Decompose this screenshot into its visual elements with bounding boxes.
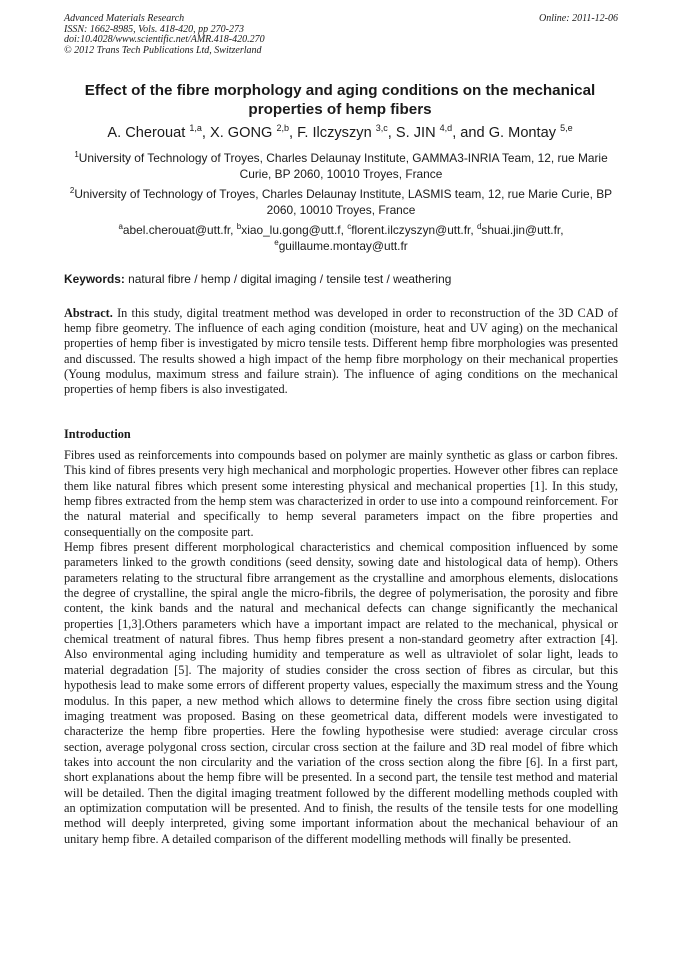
author: A. Cherouat $^{1,a}$, [107,123,210,141]
email[interactable]: $^a$abel.cherouat@utt.fr, [118,222,237,237]
issn-line: ISSN: 1662-8985, Vols. 418-420, pp 270-273 [64,23,244,35]
abstract-label: Abstract. [64,306,113,320]
body-paragraph: Fibres used as reinforcements into compounds based on polymer are mainly synthetic as glass or carbon fibres. This kind of fibres presents very high mechanical and morphologic properties. However other fibres can replace them like natural fibres which present some interesting physical and mechanical properties [1]. In this study, hemp fibres extracted from the hemp stem was characterized in order to use into a compound reinforcement. For the natural material and specifically to hemp several parameters impact on the fibre properties and consequentially on the composite part. [64,448,618,539]
keywords-label: Keywords: [64,272,125,286]
section-heading-introduction: Introduction [64,427,131,441]
author: G. Montay $^{5,e}$ [488,123,573,141]
author-list [60,124,620,142]
author-emails [64,222,618,254]
author: X. GONG $^{2,b}$, [209,123,298,141]
online-date: Online: 2011-12-06 [539,13,618,24]
doi-line: doi:10.4028/www.scientific.net/AMR.418-420.270 [64,34,265,45]
journal-header [64,14,618,56]
body-paragraph: Hemp fibres present different morphological characteristics and chemical composition influenced by some parameters linked to the growth conditions (seed density, sowing date and histological data of hemp). Others parameters relating to the structural fibre arrangement as the crystalline and amorphous elements, dislocations the degree of crystalline, the spiral angle the micro-fibrils, the degree of polymerisation, the porosity and fibre content, the kink bands and the natural and mechanical defects can change significantly the mechanical properties [1,3].Others parameters which have a important impact are related to the mechanical, physical or chemical treatment of natural fibres. Thus hemp fibres present a non-standard geometry after extraction [4]. Also environmental aging including humidity and temperature as well as ultraviolet of solar light, leads to material degradation [5]. The majority of studies consider the cross section of fibres as circular, but this hypothesis lead to make some errors of different property values, especially the maximum stress and the Young modulus. In this paper, a new method which allows to determine finely the cross fibre section using digital imaging treatment was proposed. Basing on these geometrical data, different models were investigated to characterize the hemp fibre properties. Here the fowling hypothesise were studied: average circular cross section, average polygonal cross section, circular cross section at the failure and 3D real model of fibre which takes into account the non circularity and the variation of the cross section along the fibre [6]. In a first part, short explanations about the hemp fibre will be presented. In a second part, the tensile test method and material will be detailed. Then the digital imaging treatment followed by the different modelling methods coupled with an optimization computation will be presented. And to finish, the results of the tensile tests for one modelling method will deeply interpreted, giving some important information about the mechanical behaviour of an unitary hemp fibre. A detailed comparison of the different modelling methods will finally be presented. [64,540,618,846]
keywords [64,272,618,287]
email[interactable]: $^d$shuai.jin@utt.fr, [476,222,564,237]
email[interactable]: $^e$guillaume.montay@utt.fr [274,238,408,253]
author: F. Ilczyszyn $^{3,c}$, [297,123,396,141]
copyright-line: © 2012 Trans Tech Publications Ltd, Switzerland [64,44,262,56]
affiliation-2: $^2$University of Technology of Troyes, Charles Delaunay Institute, LASMIS team, 12, rue Marie Curie, BP 2060, 10010 Troyes, France [69,186,613,217]
affiliation-1: $^1$University of Technology of Troyes, Charles Delaunay Institute, GAMMA3-INRIA Team, 12, rue Marie Curie, BP 2060, 10010 Troyes, France [74,150,608,181]
introduction-body [64,448,618,847]
author: S. JIN $^{4,d}$, and [395,123,489,141]
abstract-text: In this study, digital treatment method was developed in order to reconstruction of the 3D CAD of hemp fibre geometry. The influence of each aging condition (moisture, heat and UV aging) on the mechanical properties of hemp fiber is investigated by micro tensile tests. Different hemp fibre morphologies was presented and discussed. The results showed a high impact of the hemp fibre morphology on their mechanical properties (Young modulus, maximum stress and failure strain). The influence of aging conditions on the mechanical properties of hemp fibers is also investigated. [64,306,618,397]
keywords-text: natural fibre / hemp / digital imaging / tensile test / weathering [124,272,452,286]
journal-name: Advanced Materials Research [64,13,185,24]
abstract [64,306,618,397]
email[interactable]: $^b$xiao_lu.gong@utt.f, [236,222,348,237]
email[interactable]: $^c$florent.ilczyszyn@utt.fr, [347,222,477,237]
paper-title: Effect of the fibre morphology and aging conditions on the mechanical properties of hemp fibers [84,82,596,118]
